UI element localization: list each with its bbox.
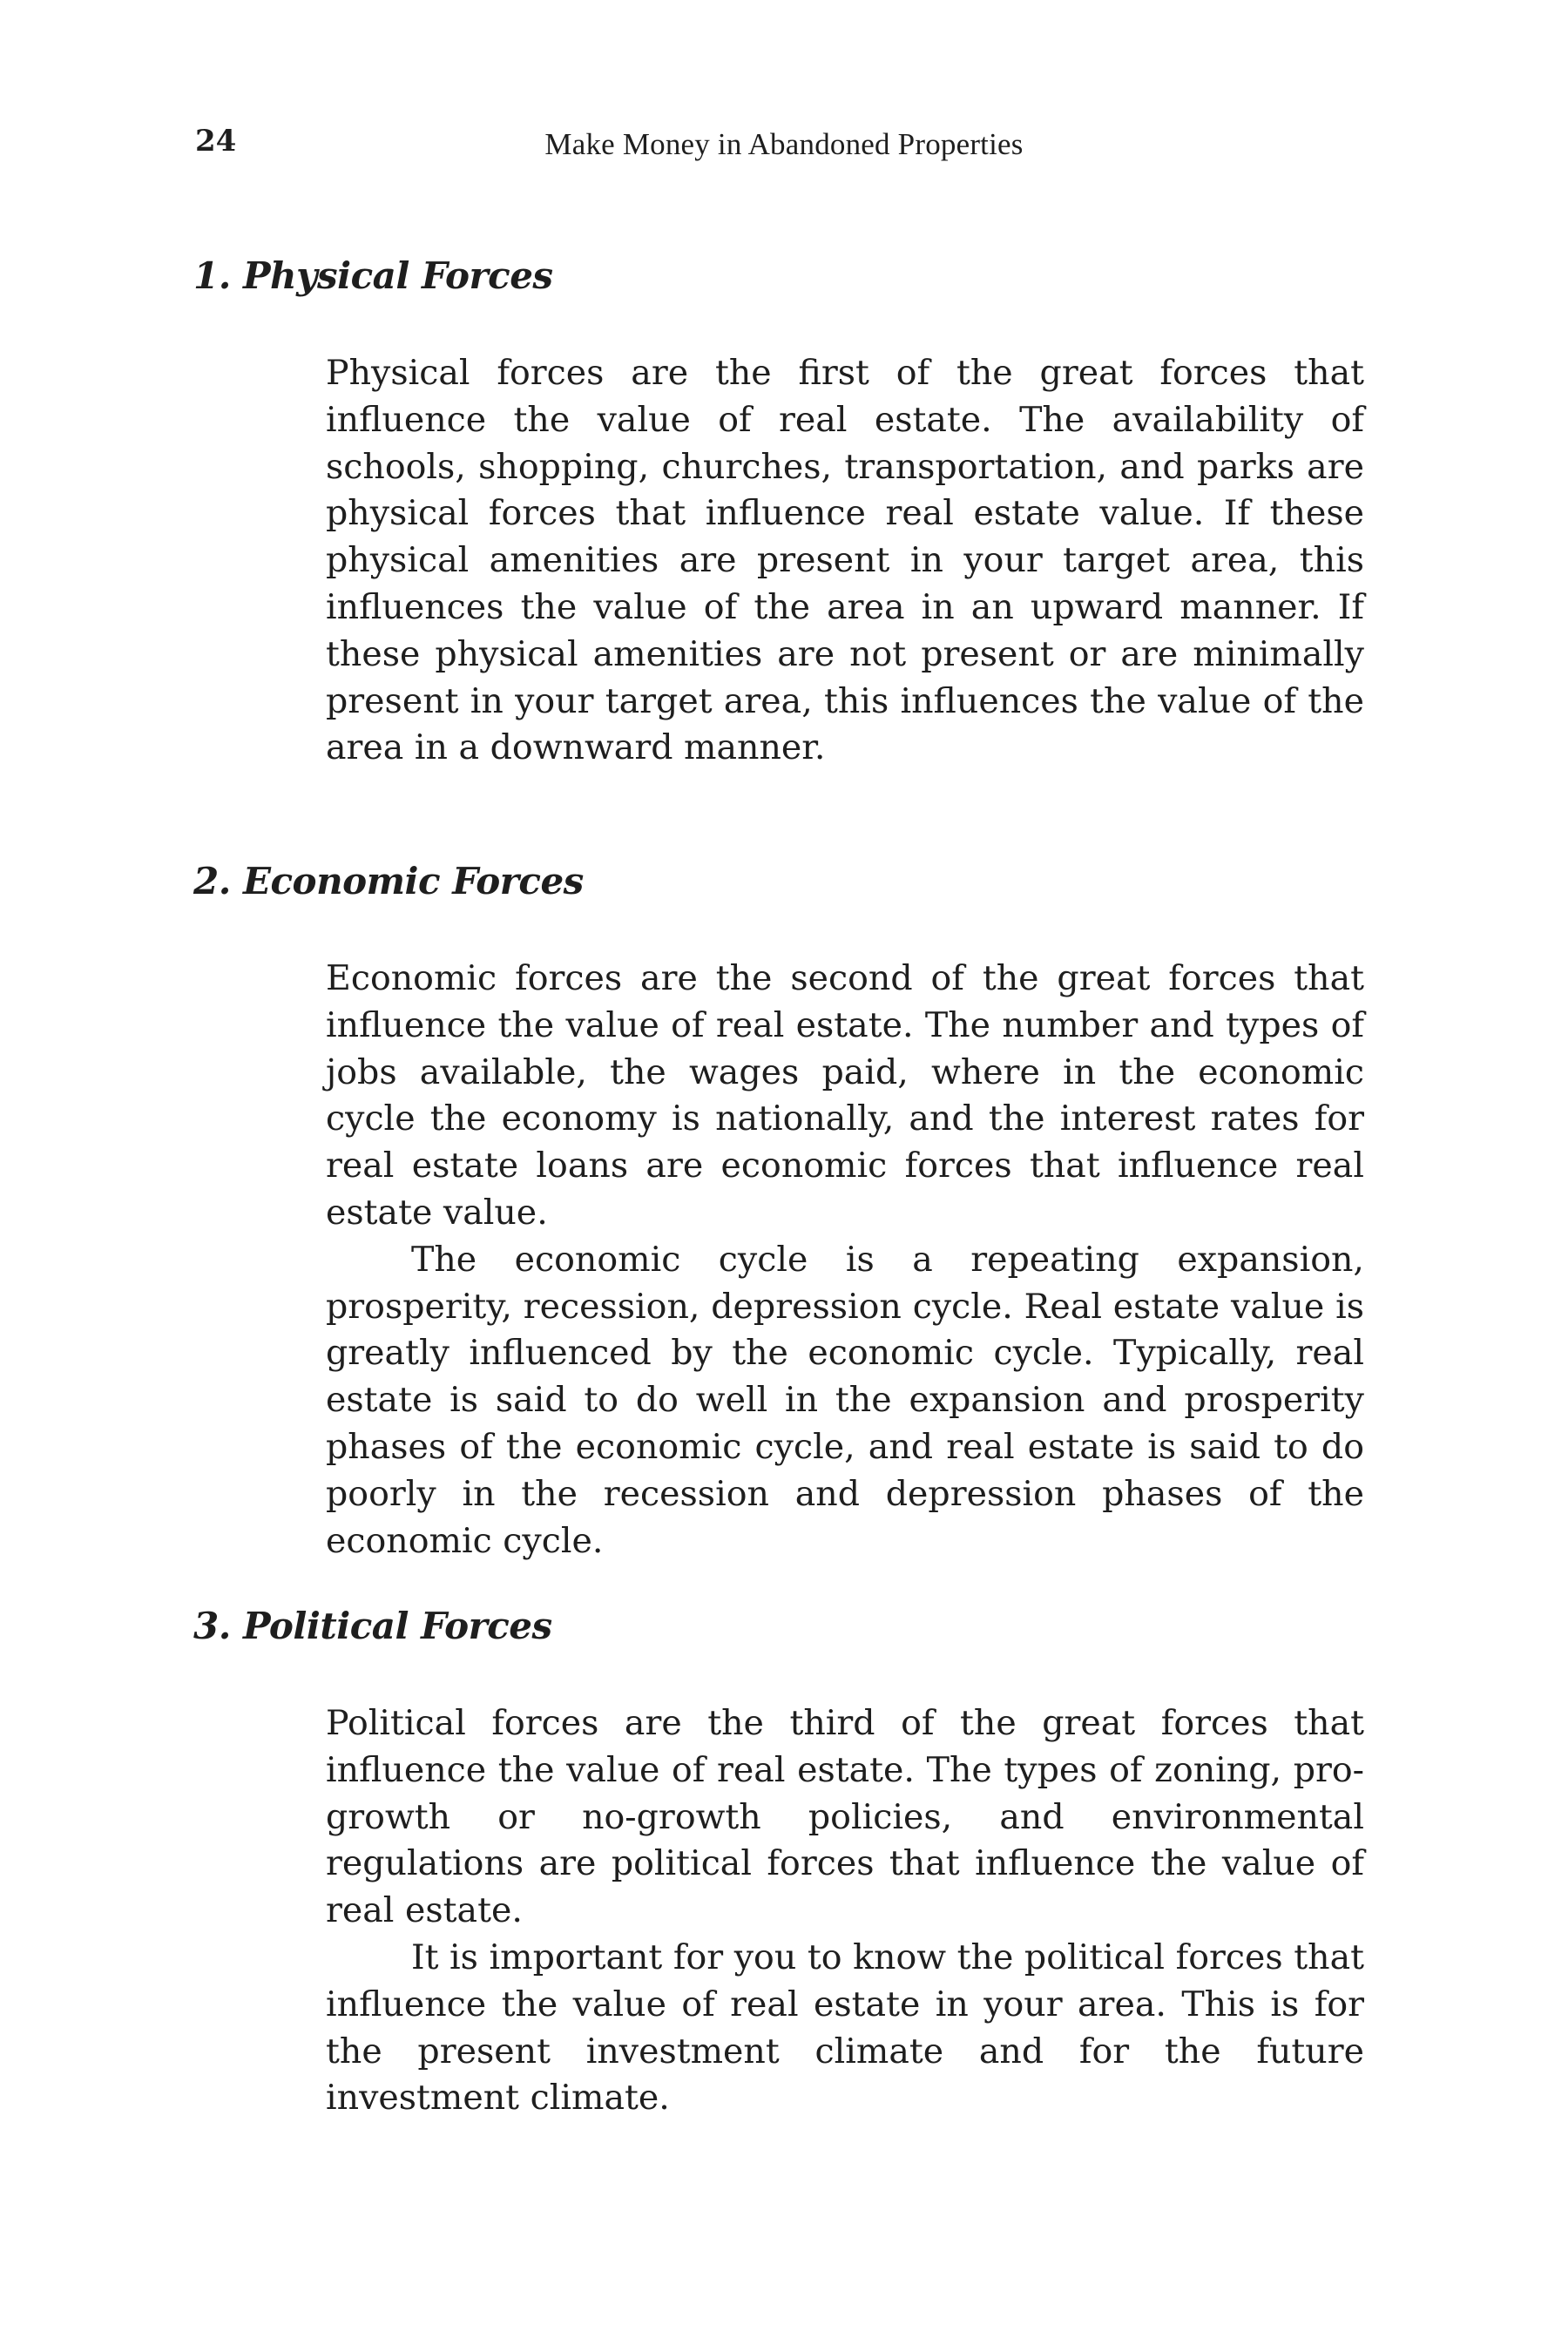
- paragraph: It is important for you to know the political forces that influence the value of real estate in your area. This is for the present investment climate and for the future investment climate.: [326, 1936, 1364, 2119]
- section-body-physical: [326, 350, 1364, 772]
- section-heading-physical: 1. Physical Forces: [193, 254, 553, 297]
- section-body-political: [326, 1700, 1364, 2122]
- paragraph: Economic forces are the second of the great forces that influence the value of real estate. The number and types of jobs available, the wages paid, where in the economic cycle the economy is nationally, and the interest rates for real estate loans are economic forces that influence real estate value.: [326, 958, 1364, 1233]
- paragraph: Physical forces are the first of the great forces that influence the value of real estate. The availability of schools, shopping, churches, transportation, and parks are physical forces that influence real estate value. If these physical amenities are present in your target area, this influences the value of the area in an upward manner. If these physical amenities are not present or are minimally present in your target area, this influences the value of the area in a downward manner.: [326, 353, 1364, 768]
- section-heading-economic: 2. Economic Forces: [193, 860, 584, 902]
- running-head: Make Money in Abandoned Properties: [544, 127, 1024, 161]
- paragraph: The economic cycle is a repeating expansion, prosperity, recession, depression cycle. Real estate value is greatly influenced by the economic cycle. Typically, real estate is said to do well in the expansion and prosperity phases of the economic cycle, and real estate is said to do poorly in the recession and depression phases of the economic cycle.: [326, 1239, 1364, 1561]
- paragraph: Political forces are the third of the great forces that influence the value of real estate. The types of zoning, pro-growth or no-growth policies, and environmental regulations are political forces that influence the value of real estate.: [326, 1703, 1364, 1931]
- section-heading-political: 3. Political Forces: [193, 1605, 552, 1647]
- page-number: 24: [195, 124, 237, 159]
- section-body-economic: [326, 956, 1364, 1565]
